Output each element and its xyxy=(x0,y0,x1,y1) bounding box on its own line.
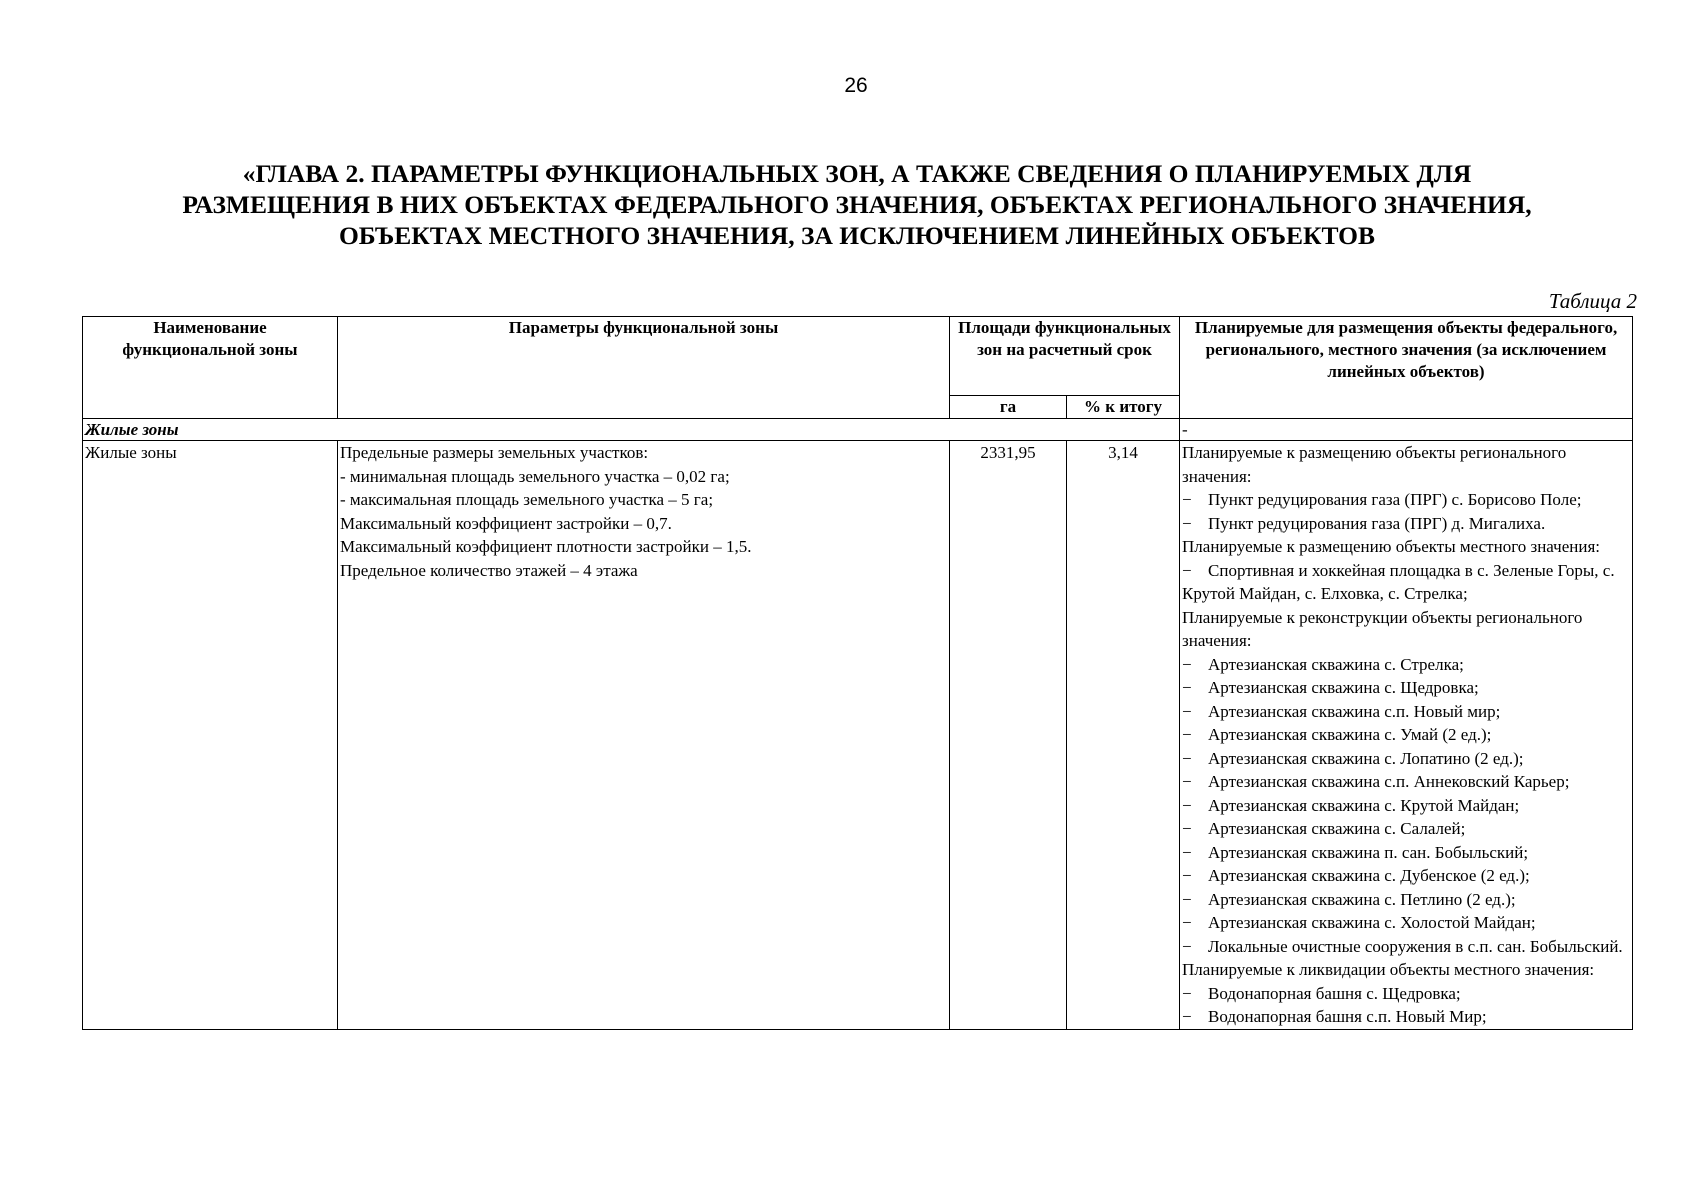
list-dash-icon: − xyxy=(1182,725,1192,744)
list-item xyxy=(1182,700,1630,724)
header-areas: Площади функциональных зон на расчетный срок xyxy=(950,317,1180,396)
list-item xyxy=(1182,982,1630,1006)
param-line: Максимальный коэффициент застройки – 0,7. xyxy=(340,513,672,533)
table-header-row xyxy=(83,317,1633,396)
zone-params-cell xyxy=(338,441,950,1030)
list-item xyxy=(1182,512,1630,536)
list-item-text: Водонапорная башня с.п. Новый Мир; xyxy=(1208,1007,1487,1026)
param-line: - минимальная площадь земельного участка – 0,02 га; xyxy=(340,466,730,486)
list-item xyxy=(1182,1005,1630,1029)
list-item xyxy=(1182,676,1630,700)
param-line: - максимальная площадь земельного участка – 5 га; xyxy=(340,490,714,509)
list-dash-icon: − xyxy=(1182,936,1192,956)
list-dash-icon: − xyxy=(1182,490,1192,509)
list-dash-icon: − xyxy=(1182,842,1192,862)
list-item-text: Спортивная и хоккейная площадка в с. Зеленые Горы, с. Крутой Майдан, с. Елховка, с. Стрелка; xyxy=(1182,560,1615,603)
list-item xyxy=(1182,841,1630,865)
table-row xyxy=(83,441,1633,1030)
planned-objects-cell xyxy=(1180,441,1633,1030)
list-item xyxy=(1182,864,1630,888)
objects-group-heading: Планируемые к размещению объекты регионального значения: xyxy=(1182,443,1567,486)
list-dash-icon: − xyxy=(1182,748,1192,768)
list-dash-icon: − xyxy=(1182,701,1192,721)
area-ha-cell: 2331,95 xyxy=(950,441,1067,1030)
list-dash-icon: − xyxy=(1182,819,1192,838)
list-item xyxy=(1182,723,1630,747)
list-item-text: Артезианская скважина с. Умай (2 ед.); xyxy=(1208,725,1492,744)
list-item xyxy=(1182,794,1630,818)
list-dash-icon: − xyxy=(1182,983,1192,1003)
list-item-text: Артезианская скважина с. Петлино (2 ед.); xyxy=(1208,889,1516,909)
list-dash-icon: − xyxy=(1182,866,1192,885)
list-item xyxy=(1182,935,1630,959)
header-params: Параметры функциональной зоны xyxy=(338,317,950,419)
param-line: Предельное количество этажей – 4 этажа xyxy=(340,560,638,580)
list-item xyxy=(1182,559,1630,606)
chapter-heading xyxy=(82,158,1632,251)
list-dash-icon: − xyxy=(1182,913,1192,932)
param-line: Максимальный коэффициент плотности застройки – 1,5. xyxy=(340,537,752,556)
list-item-text: Артезианская скважина с. Холостой Майдан; xyxy=(1208,913,1536,932)
list-item-text: Артезианская скважина с. Дубенское (2 ед.); xyxy=(1208,866,1530,885)
list-item-text: Артезианская скважина с.п. Новый мир; xyxy=(1208,701,1501,721)
list-item xyxy=(1182,747,1630,771)
list-item-text: Артезианская скважина с. Лопатино (2 ед.); xyxy=(1208,748,1524,768)
list-dash-icon: − xyxy=(1182,654,1192,674)
list-item xyxy=(1182,488,1630,512)
header-percent: % к итогу xyxy=(1067,396,1180,419)
list-item-text: Водонапорная башня с. Щедровка; xyxy=(1208,983,1461,1003)
list-item-text: Пункт редуцирования газа (ПРГ) д. Мигалиха. xyxy=(1208,513,1546,533)
section-title: Жилые зоны xyxy=(83,419,1180,441)
list-item xyxy=(1182,911,1630,935)
objects-group-heading: Планируемые к реконструкции объекты регионального значения: xyxy=(1182,607,1583,650)
heading-line-2: РАЗМЕЩЕНИЯ В НИХ ОБЪЕКТАХ ФЕДЕРАЛЬНОГО ЗНАЧЕНИЯ, ОБЪЕКТАХ РЕГИОНАЛЬНОГО ЗНАЧЕНИЯ, xyxy=(182,190,1532,219)
heading-line-1: «ГЛАВА 2. ПАРАМЕТРЫ ФУНКЦИОНАЛЬНЫХ ЗОН, А ТАКЖЕ СВЕДЕНИЯ О ПЛАНИРУЕМЫХ ДЛЯ xyxy=(242,159,1472,188)
objects-group-heading: Планируемые к ликвидации объекты местного значения: xyxy=(1182,960,1595,979)
list-dash-icon: − xyxy=(1182,889,1192,909)
list-item xyxy=(1182,653,1630,677)
list-dash-icon: − xyxy=(1182,1007,1192,1026)
list-item-text: Артезианская скважина с. Щедровка; xyxy=(1208,678,1479,697)
list-item xyxy=(1182,817,1630,841)
list-item xyxy=(1182,770,1630,794)
objects-group-heading: Планируемые к размещению объекты местного значения: xyxy=(1182,537,1601,556)
list-dash-icon: − xyxy=(1182,560,1192,580)
list-item-text: Артезианская скважина с. Стрелка; xyxy=(1208,654,1464,674)
area-percent-cell: 3,14 xyxy=(1067,441,1180,1030)
list-dash-icon: − xyxy=(1182,772,1192,791)
page-number: 26 xyxy=(844,74,868,97)
header-ha: га xyxy=(950,396,1067,419)
list-item-text: Пункт редуцирования газа (ПРГ) с. Борисово Поле; xyxy=(1208,490,1582,509)
list-item-text: Артезианская скважина с. Салалей; xyxy=(1208,819,1466,838)
list-item-text: Артезианская скважина с. Крутой Майдан; xyxy=(1208,795,1520,815)
table-caption: Таблица 2 xyxy=(1548,289,1637,313)
header-objects: Планируемые для размещения объекты федерального, регионального, местного значения (за исключением линейных объектов) xyxy=(1180,317,1633,419)
section-row xyxy=(83,419,1633,441)
zone-name-cell: Жилые зоны xyxy=(83,441,338,1030)
section-objects: - xyxy=(1180,419,1633,441)
param-line: Предельные размеры земельных участков: xyxy=(340,443,649,462)
header-zone-name: Наименование функциональной зоны xyxy=(83,317,338,419)
zones-table xyxy=(82,316,1633,1030)
list-dash-icon: − xyxy=(1182,795,1192,815)
list-item xyxy=(1182,888,1630,912)
list-dash-icon: − xyxy=(1182,513,1192,533)
list-item-text: Локальные очистные сооружения в с.п. сан. Бобыльский. xyxy=(1208,936,1623,956)
list-item-text: Артезианская скважина с.п. Аннековский Карьер; xyxy=(1208,772,1570,791)
list-dash-icon: − xyxy=(1182,678,1192,697)
heading-line-3: ОБЪЕКТАХ МЕСТНОГО ЗНАЧЕНИЯ, ЗА ИСКЛЮЧЕНИЕМ ЛИНЕЙНЫХ ОБЪЕКТОВ xyxy=(338,221,1376,250)
list-item-text: Артезианская скважина п. сан. Бобыльский; xyxy=(1208,842,1529,862)
